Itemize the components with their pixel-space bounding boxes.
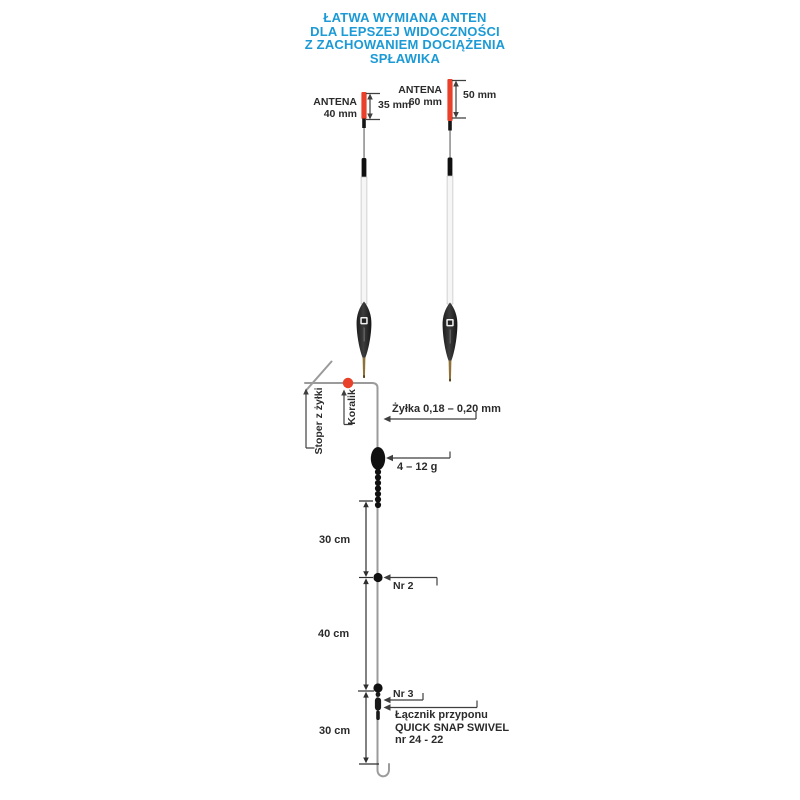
antenna-right-name: ANTENA	[398, 84, 442, 96]
stem-band-left	[362, 158, 367, 178]
swivel-label-line-2: QUICK SNAP SWIVEL	[395, 721, 510, 734]
arrow-down-icon	[363, 758, 369, 764]
page-title	[105, 11, 705, 65]
shot-nr3	[373, 683, 382, 692]
bead-label: Koralik	[346, 389, 358, 425]
stem-band-right	[448, 158, 453, 177]
float-left	[357, 92, 372, 378]
shot-nr2	[373, 573, 382, 582]
distance-1-label: 30 cm	[319, 534, 351, 546]
float-logo-mark-left	[362, 319, 366, 323]
antenna-left-socket	[362, 119, 366, 129]
antenna-right	[447, 79, 452, 121]
arrow-down-icon	[363, 571, 369, 577]
antenna-right-label	[380, 85, 442, 108]
antenna-left	[361, 92, 366, 119]
line-stopper-knot	[306, 362, 332, 391]
arrow-up-icon	[363, 502, 369, 508]
stem-left	[361, 177, 367, 304]
antenna-left-wire	[363, 128, 365, 159]
distance-2-label: 40 cm	[318, 628, 350, 640]
arrow-up-icon	[363, 692, 369, 698]
antenna-left-size: 40 mm	[323, 107, 357, 120]
keel-right	[449, 361, 452, 382]
distance-3-label: 30 cm	[319, 725, 351, 737]
stem-right	[447, 176, 453, 304]
keel-tip-right	[449, 379, 451, 382]
shot-string	[375, 469, 381, 508]
swivel-label-line-1: Łącznik przyponu	[395, 709, 488, 721]
arrow-left-icon	[384, 704, 391, 710]
leader-weight	[386, 452, 450, 462]
antenna-left-label	[295, 97, 357, 120]
weight-label: 4 – 12 g	[397, 461, 438, 473]
float-right	[443, 79, 458, 381]
float-brand-text-left	[364, 328, 365, 342]
keel-tip-left	[363, 375, 365, 378]
swivel-label	[395, 709, 509, 747]
shot-nr3-label: Nr 3	[393, 688, 414, 700]
antenna-left-dimension: 35 mm	[378, 99, 412, 111]
stopper-label: Stoper z żyłki	[313, 387, 325, 455]
antenna-left-name: ANTENA	[313, 96, 357, 108]
shot-nr2-label: Nr 2	[393, 580, 414, 592]
olive-weight	[371, 447, 385, 470]
measure-40cm	[358, 578, 374, 691]
antenna-right-socket	[448, 121, 452, 131]
bead-koralik	[343, 378, 353, 388]
arrow-up-icon	[367, 94, 373, 100]
title-line-4: SPŁAWIKA	[369, 50, 441, 66]
arrow-up-icon	[453, 81, 459, 87]
mainline-label: Żyłka 0,18 – 0,20 mm	[392, 403, 501, 415]
antenna-right-wire	[449, 131, 451, 158]
title-line-1: ŁATWA WYMIANA ANTEN	[323, 10, 487, 25]
quick-snap-swivel	[375, 692, 381, 720]
arrow-left-icon	[384, 697, 391, 703]
keel-left	[363, 358, 366, 378]
title-line-3: Z ZACHOWANIEM DOCIĄŻENIA	[304, 37, 506, 52]
float-logo-mark-right	[448, 321, 452, 325]
arrow-left-icon	[384, 416, 391, 422]
arrow-down-icon	[363, 685, 369, 691]
swivel-label-line-3: nr 24 - 22	[395, 734, 444, 746]
arrow-up-icon	[363, 578, 369, 584]
arrow-left-icon	[386, 455, 393, 461]
antenna-right-size: 60 mm	[408, 95, 442, 108]
arrow-left-icon	[384, 574, 391, 580]
measure-30cm-top	[359, 501, 373, 578]
arrow-down-icon	[453, 112, 459, 118]
title-line-2: DLA LEPSZEJ WIDOCZNOŚCI	[310, 23, 500, 39]
arrow-down-icon	[367, 114, 373, 120]
float-brand-text-right	[450, 330, 451, 344]
antenna-right-dimension: 50 mm	[463, 89, 497, 101]
